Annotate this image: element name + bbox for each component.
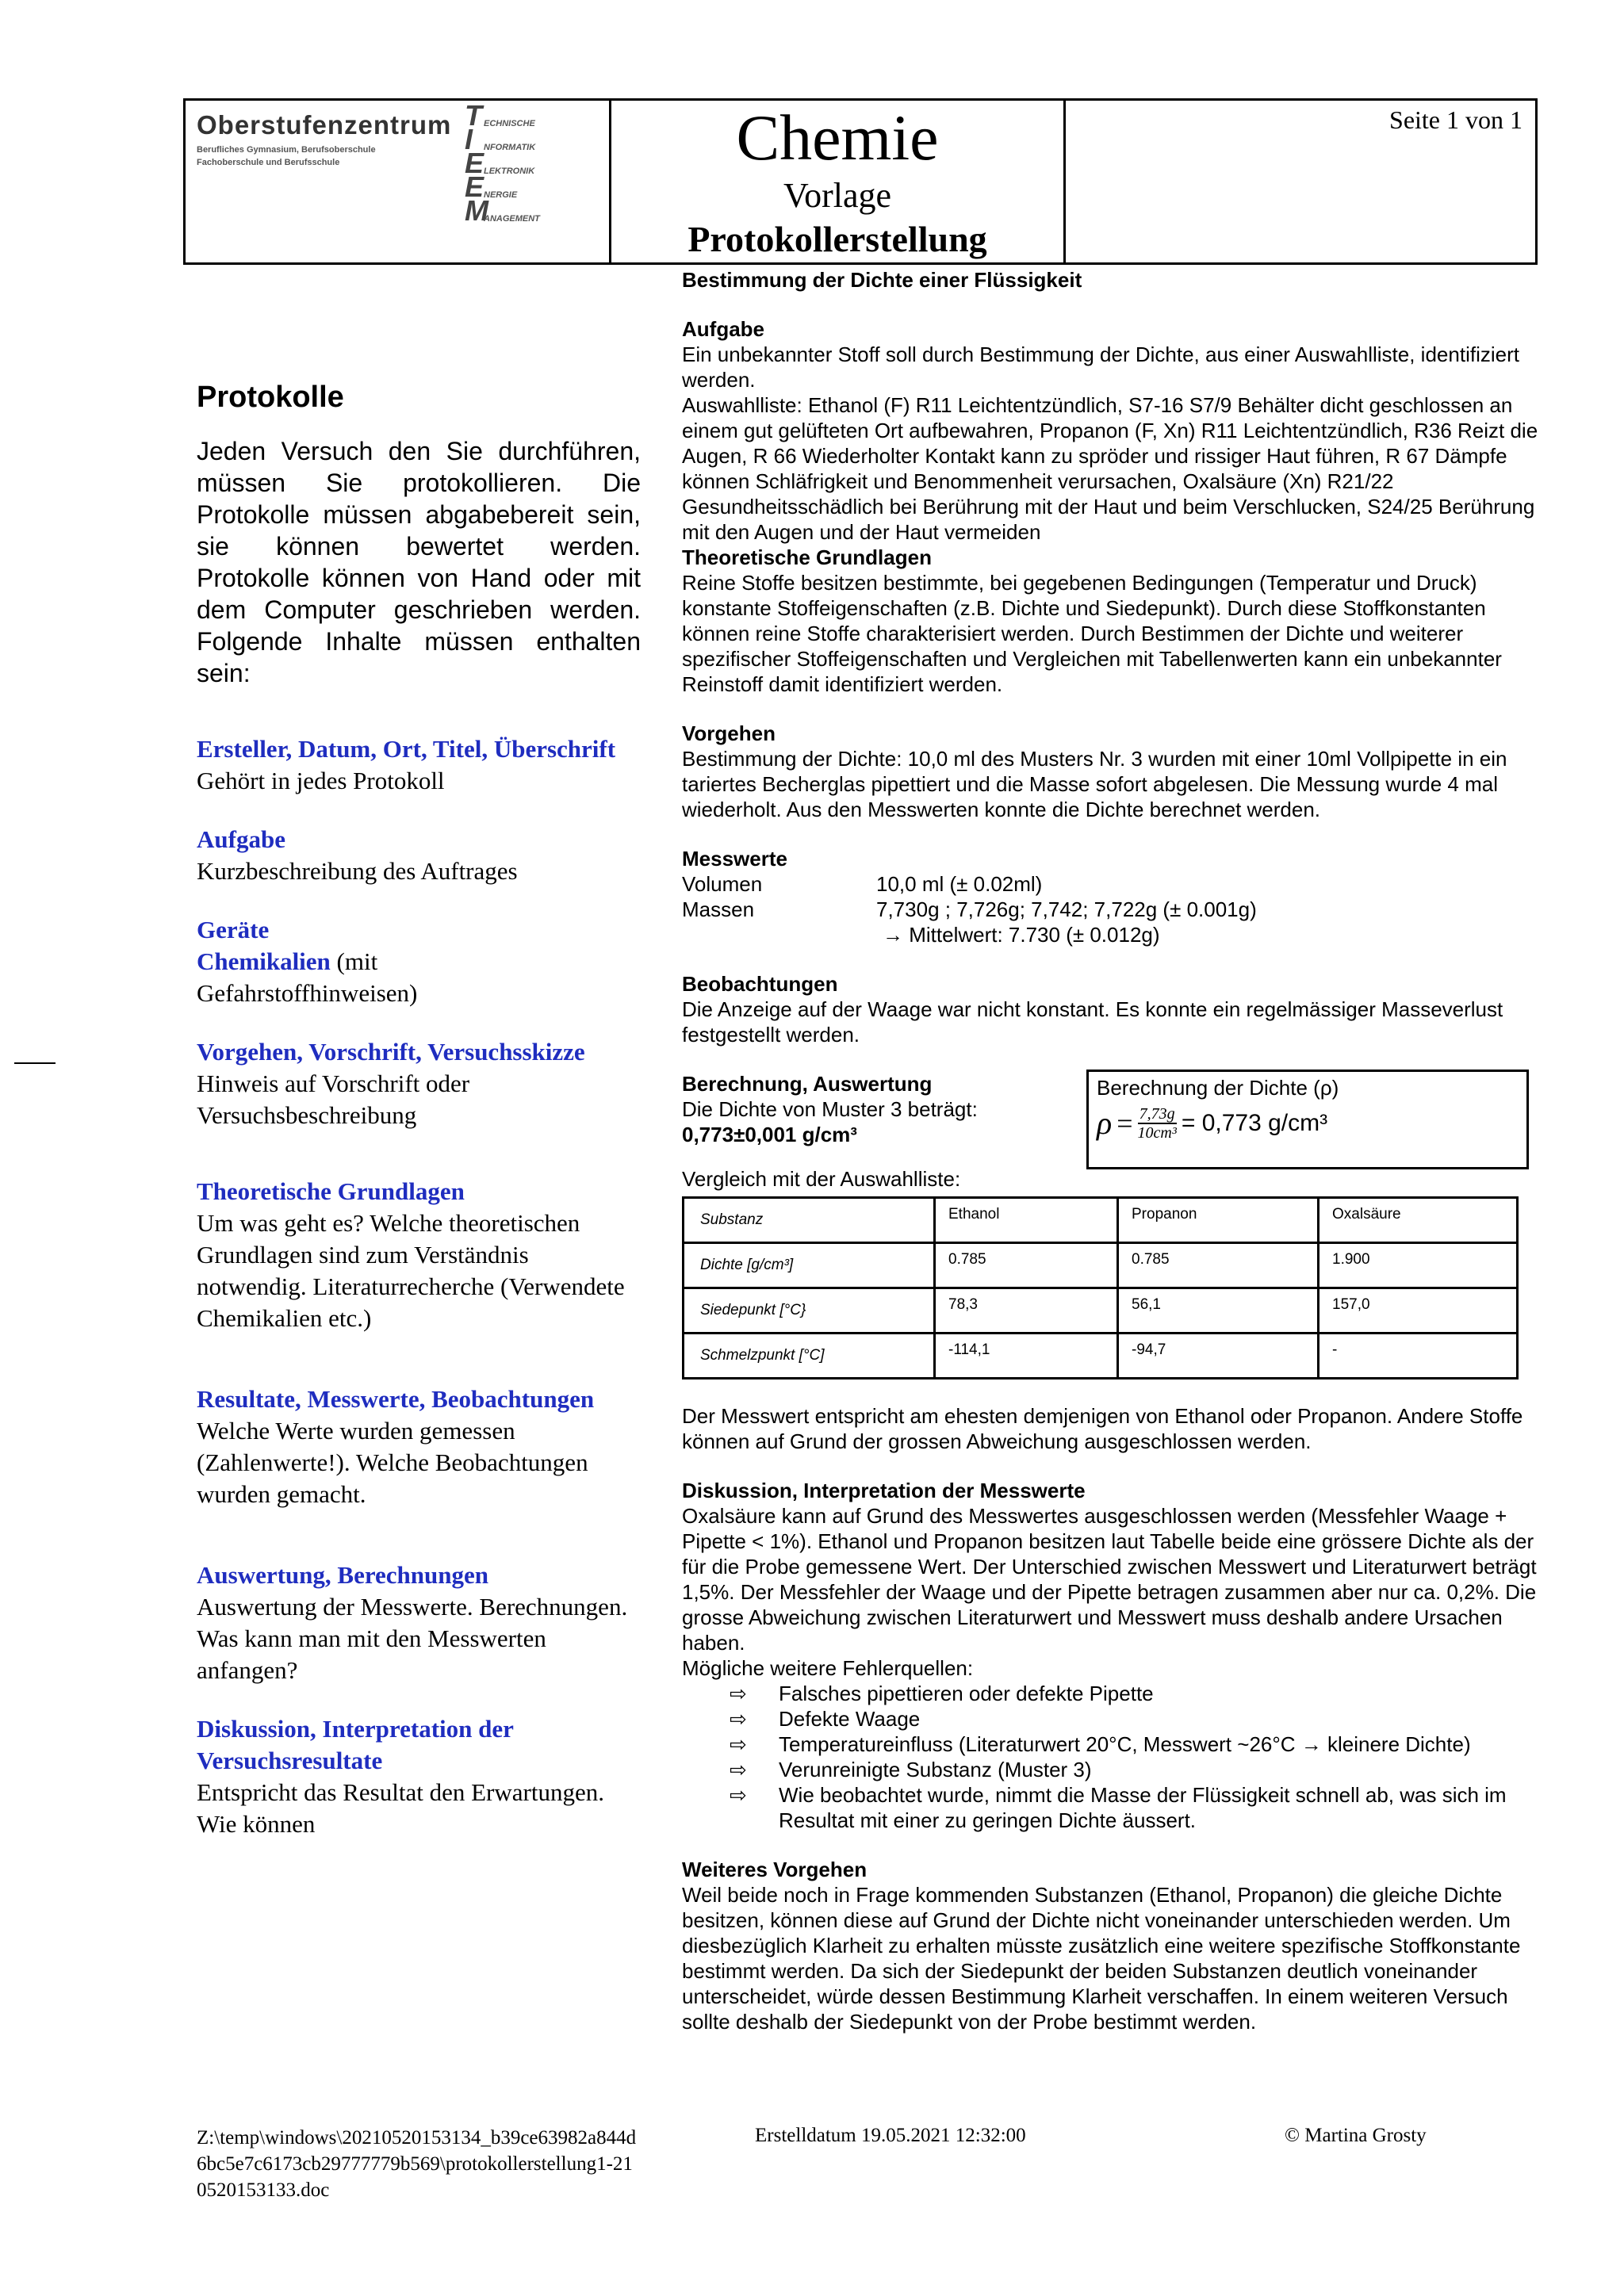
section-heading: Ersteller, Datum, Ort, Titel, Überschrift [197,735,616,763]
table-cell: 0.785 [1118,1243,1319,1288]
logo-letter: T [465,99,482,132]
section-heading: Vorgehen, Vorschrift, Versuchsskizze [197,1038,585,1066]
section-heading-2 [197,946,641,978]
messwerte-heading: Messwerte [682,847,787,871]
logo-word: LEKTRONIK [484,166,535,176]
list-item [730,1732,1554,1757]
auswahlliste-text: Auswahlliste: Ethanol (F) R11 Leichtentzündlich, S7-16 S7/9 Behälter dicht geschlossen an einem gut gelüfteten Ort aufbewahren, Propanon (F, Xn) R11 Leichtentzündlich, R36 Reizt die Augen, R 66 Wiederholter Kontakt kann zu spröder und rissiger Haut führen, R 67 Dämpfe können Schläfrigkeit und Benommenheit verursachen, Oxalsäure (Xn) R21/22 Gesundheitsschädlich bei Berührung mit der Haut und beim Verschlucken, S24/25 Berührung mit den Augen und der Haut vermeiden [682,393,1538,544]
list-item [730,1706,1554,1732]
table-cell: - [1319,1334,1518,1379]
table-cell: -114,1 [935,1334,1118,1379]
fraction-denominator: 10cm³ [1137,1124,1177,1142]
aufgabe-heading: Aufgabe [682,317,764,341]
equals-sign: = [1116,1108,1133,1139]
logo-letter: I [465,123,473,155]
table-cell: 78,3 [935,1288,1118,1334]
chemicals-heading: Chemikalien [197,947,331,975]
list-item-text: Defekte Waage [779,1707,921,1731]
table-cell: -94,7 [1118,1334,1319,1379]
experiment-title: Bestimmung der Dichte einer Flüssigkeit [682,268,1082,292]
theorie-heading: Theoretische Grundlagen [682,545,932,569]
vorgehen-text: Bestimmung der Dichte: 10,0 ml des Musters Nr. 3 wurden mit einer 10ml Vollpipette in ein tariertes Becherglas pipettiert und die Masse sofort abgelesen. Die Messung wurde 4 mal wiederholt. Aus den Messwerten konnte die Dichte berechnet werden. [682,747,1507,821]
table-cell: Schmelzpunkt [°C] [684,1334,935,1379]
density-formula-box [1086,1070,1529,1169]
list-item [730,1782,1554,1833]
table-cell: 56,1 [1118,1288,1319,1334]
vorgehen-heading: Vorgehen [682,721,776,745]
logo-school-name: Oberstufenzentrum [197,110,452,140]
massen-value: 7,730g ; 7,726g; 7,742; 7,722g (± 0.001g) [876,897,1257,921]
fraction-numerator: 7,73g [1139,1105,1175,1123]
table-row [684,1288,1518,1334]
page-info [1066,101,1535,262]
section-vorgehen [197,1036,641,1131]
vergleich-label: Vergleich mit der Auswahlliste: [682,1167,961,1191]
fehlerquellen-intro: Mögliche weitere Fehlerquellen: [682,1656,974,1680]
vergleich-text: Der Messwert entspricht am ehesten demjenigen von Ethanol oder Propanon. Andere Stoffe können auf Grund der grossen Abweichung ausgeschlossen werden. [682,1404,1523,1453]
section-heading: Diskussion, Interpretation der Versuchsresultate [197,1715,514,1774]
volumen-label: Volumen [682,872,763,896]
berechnung-text-block [682,1071,1078,1147]
theorie-text: Reine Stoffe besitzen bestimmte, bei gegebenen Bedingungen (Temperatur und Druck) konstante Stoffeigenschaften (z.B. Dichte und Siedepunkt). Durch diese Stoffkonstanten können reine Stoffe charakterisiert werden. Durch Bestimmen der Dichte und weiterer spezifischer Stoffeigenschaften und Vergleichen mit Tabellenwerten kann ein unbekannter Reinstoff damit identifiziert werden. [682,571,1502,696]
comparison-table [682,1196,1519,1380]
footer-file-path: Z:\temp\windows\20210520153134_b39ce63982a844d6bc5e7c6173cb29777779b569\protokollerstellung1-210520153133.doc [197,2127,637,2201]
section-heading: Resultate, Messwerte, Beobachtungen [197,1385,595,1413]
list-item [730,1681,1554,1706]
table-cell: 0.785 [935,1243,1118,1288]
table-cell: Ethanol [935,1198,1118,1243]
section-heading: Theoretische Grundlagen [197,1177,465,1205]
list-item-text: Verunreinigte Substanz (Muster 3) [779,1758,1092,1781]
berechnung-result: 0,773±0,001 g/cm³ [682,1123,857,1146]
section-theorie [197,1176,641,1334]
section-body: Auswertung der Messwerte. Berechnungen. Was kann man mit den Messwerten anfangen? [197,1593,628,1684]
rho-symbol: ρ [1097,1105,1113,1141]
template-label: Vorlage [783,176,892,215]
section-auswertung [197,1559,641,1686]
section-aufgabe [197,824,641,887]
messwerte-table [682,871,1554,947]
section-body: Um was geht es? Welche theoretischen Grundlagen sind zum Verständnis notwendig. Literaturrecherche (Verwendete Chemikalien etc.) [197,1209,625,1332]
arrow-icon: ⇨ [730,1682,747,1705]
arrow-icon: ⇨ [730,1732,747,1756]
arrow-icon: ⇨ [730,1783,747,1807]
formula-result: = 0,773 g/cm³ [1181,1110,1328,1136]
footer-creation-date: Erstelldatum 19.05.2021 12:32:00 [755,2125,1026,2146]
right-column [682,267,1554,2034]
formula-box-title: Berechnung der Dichte (ρ) [1097,1076,1339,1100]
density-formula [1097,1105,1519,1142]
section-heading: Auswertung, Berechnungen [197,1561,489,1589]
chemicals-suffix: (mit [330,947,378,975]
berechnung-heading: Berechnung, Auswertung [682,1072,933,1096]
title-block [611,101,1066,262]
section-heading: Geräte [197,916,270,943]
section-body: Gefahrstoffhinweisen) [197,979,418,1007]
massen-label: Massen [682,897,755,921]
logo-word: ECHNISCHE [484,119,535,128]
left-column [197,381,641,1840]
section-body: Welche Werte wurden gemessen (Zahlenwerte!). Welche Beobachtungen wurden gemacht. [197,1417,588,1508]
diskussion-text: Oxalsäure kann auf Grund des Messwertes ausgeschlossen werden (Messfehler Waage + Pipette < 1%). Ethanol und Propanon besitzen laut Tabelle beide eine grössere Dichte als der für die Probe gemessene Wert. Der Unterschied zwischen Messwert und Literaturwert beträgt 1,5%. Der Messfehler der Waage und der Pipette betragen zusammen aber nur ca. 0,2%. Die grosse Abweichung zwischen Literaturwert und Messwert muss deshalb andere Ursachen haben. [682,1504,1537,1655]
logo-subtitle-1: Berufliches Gymnasium, Berufsoberschule [197,145,376,155]
page-number: Seite 1 von 1 [1389,105,1522,134]
table-cell: Siedepunkt [°C} [684,1288,935,1334]
mittelwert: → Mittelwert: 7.730 (± 0.012g) [883,923,1160,947]
school-logo [186,101,611,262]
logo-letter: M [465,194,488,227]
logo-letter: E [465,147,485,179]
logo-subtitle-2: Fachoberschule und Berufsschule [197,158,340,167]
list-item-text: Wie beobachtet wurde, nimmt die Masse der Flüssigkeit schnell ab, was sich im Resultat mit einer zu geringen Dichte äussert. [779,1783,1507,1832]
berechnung-text: Die Dichte von Muster 3 beträgt: [682,1097,978,1121]
diskussion-heading: Diskussion, Interpretation der Messwerte [682,1479,1086,1502]
logo-word: NFORMATIK [484,143,536,152]
aufgabe-text: Ein unbekannter Stoff soll durch Bestimmung der Dichte, aus einer Auswahlliste, identifiziert werden. [682,342,1519,392]
volumen-value: 10,0 ml (± 0.02ml) [876,872,1043,896]
section-diskussion [197,1713,641,1840]
weiteres-text: Weil beide noch in Frage kommenden Substanzen (Ethanol, Propanon) die gleiche Dichte besitzen, können diese auf Grund der Dichte nicht voneinander unterschieden werden. Um diesbezüglich Klarheit zu erhalten müsste zusätzlich eine weitere spezifische Stoffkonstante bestimmt werden. Da sich der Siedepunkt der beiden Substanzen deutlich voneinander unterscheidet, würde dessen Bestimmung Klarheit verschaffen. In einem weiteren Versuch sollte deshalb der Siedepunkt von der Probe bestimmt werden. [682,1883,1521,2034]
document-header [183,98,1538,265]
table-row [684,1334,1518,1379]
berechnung-block [682,1071,1554,1166]
fehlerquellen-list [730,1681,1554,1833]
table-cell: Dichte [g/cm³] [684,1243,935,1288]
list-item-text: Falsches pipettieren oder defekte Pipette [779,1682,1154,1705]
section-body: Entspricht das Resultat den Erwartungen. Wie können [197,1778,604,1838]
section-body: Kurzbeschreibung des Auftrages [197,857,518,885]
table-cell: Oxalsäure [1319,1198,1518,1243]
list-item [730,1757,1554,1782]
logo-word: NERGIE [484,190,518,200]
footer-copyright: © Martina Grosty [1285,2125,1427,2146]
table-cell: Substanz [684,1198,935,1243]
list-item-text: Temperatureinfluss (Literaturwert 20°C, Messwert ~26°C → kleinere Dichte) [779,1732,1471,1756]
table-cell: 1.900 [1319,1243,1518,1288]
table-row [684,1243,1518,1288]
section-body: Gehört in jedes Protokoll [197,767,445,794]
intro-text: Jeden Versuch den Sie durchführen, müssen Sie protokollieren. Die Protokolle müssen abgabebereit sein, sie können bewertet werden. Protokolle können von Hand oder mit dem Computer geschrieben werden. Folgende Inhalte müssen enthalten sein: [197,437,641,687]
section-geraete [197,914,641,1009]
table-header-row [684,1198,1518,1243]
subject-title: Chemie [736,101,939,174]
logo-acronym [465,99,540,228]
section-ersteller [197,733,641,797]
beobachtungen-heading: Beobachtungen [682,972,838,996]
table-cell: Propanon [1118,1198,1319,1243]
table-cell: 157,0 [1319,1288,1518,1334]
weiteres-heading: Weiteres Vorgehen [682,1858,868,1881]
section-heading: Aufgabe [197,825,285,853]
section-resultate [197,1383,641,1510]
beobachtungen-text: Die Anzeige auf der Waage war nicht konstant. Es konnte ein regelmässiger Masseverlust festgestellt werden. [682,997,1503,1047]
logo-word: ANAGEMENT [484,214,540,224]
document-title: Protokollerstellung [688,219,987,259]
protocols-heading: Protokolle [197,381,344,414]
margin-mark [14,1062,56,1064]
fraction [1138,1105,1177,1142]
logo-letter: E [465,170,485,203]
arrow-icon: ⇨ [730,1707,747,1731]
section-body: Hinweis auf Vorschrift oder Versuchsbeschreibung [197,1070,470,1129]
arrow-icon: ⇨ [730,1758,747,1781]
